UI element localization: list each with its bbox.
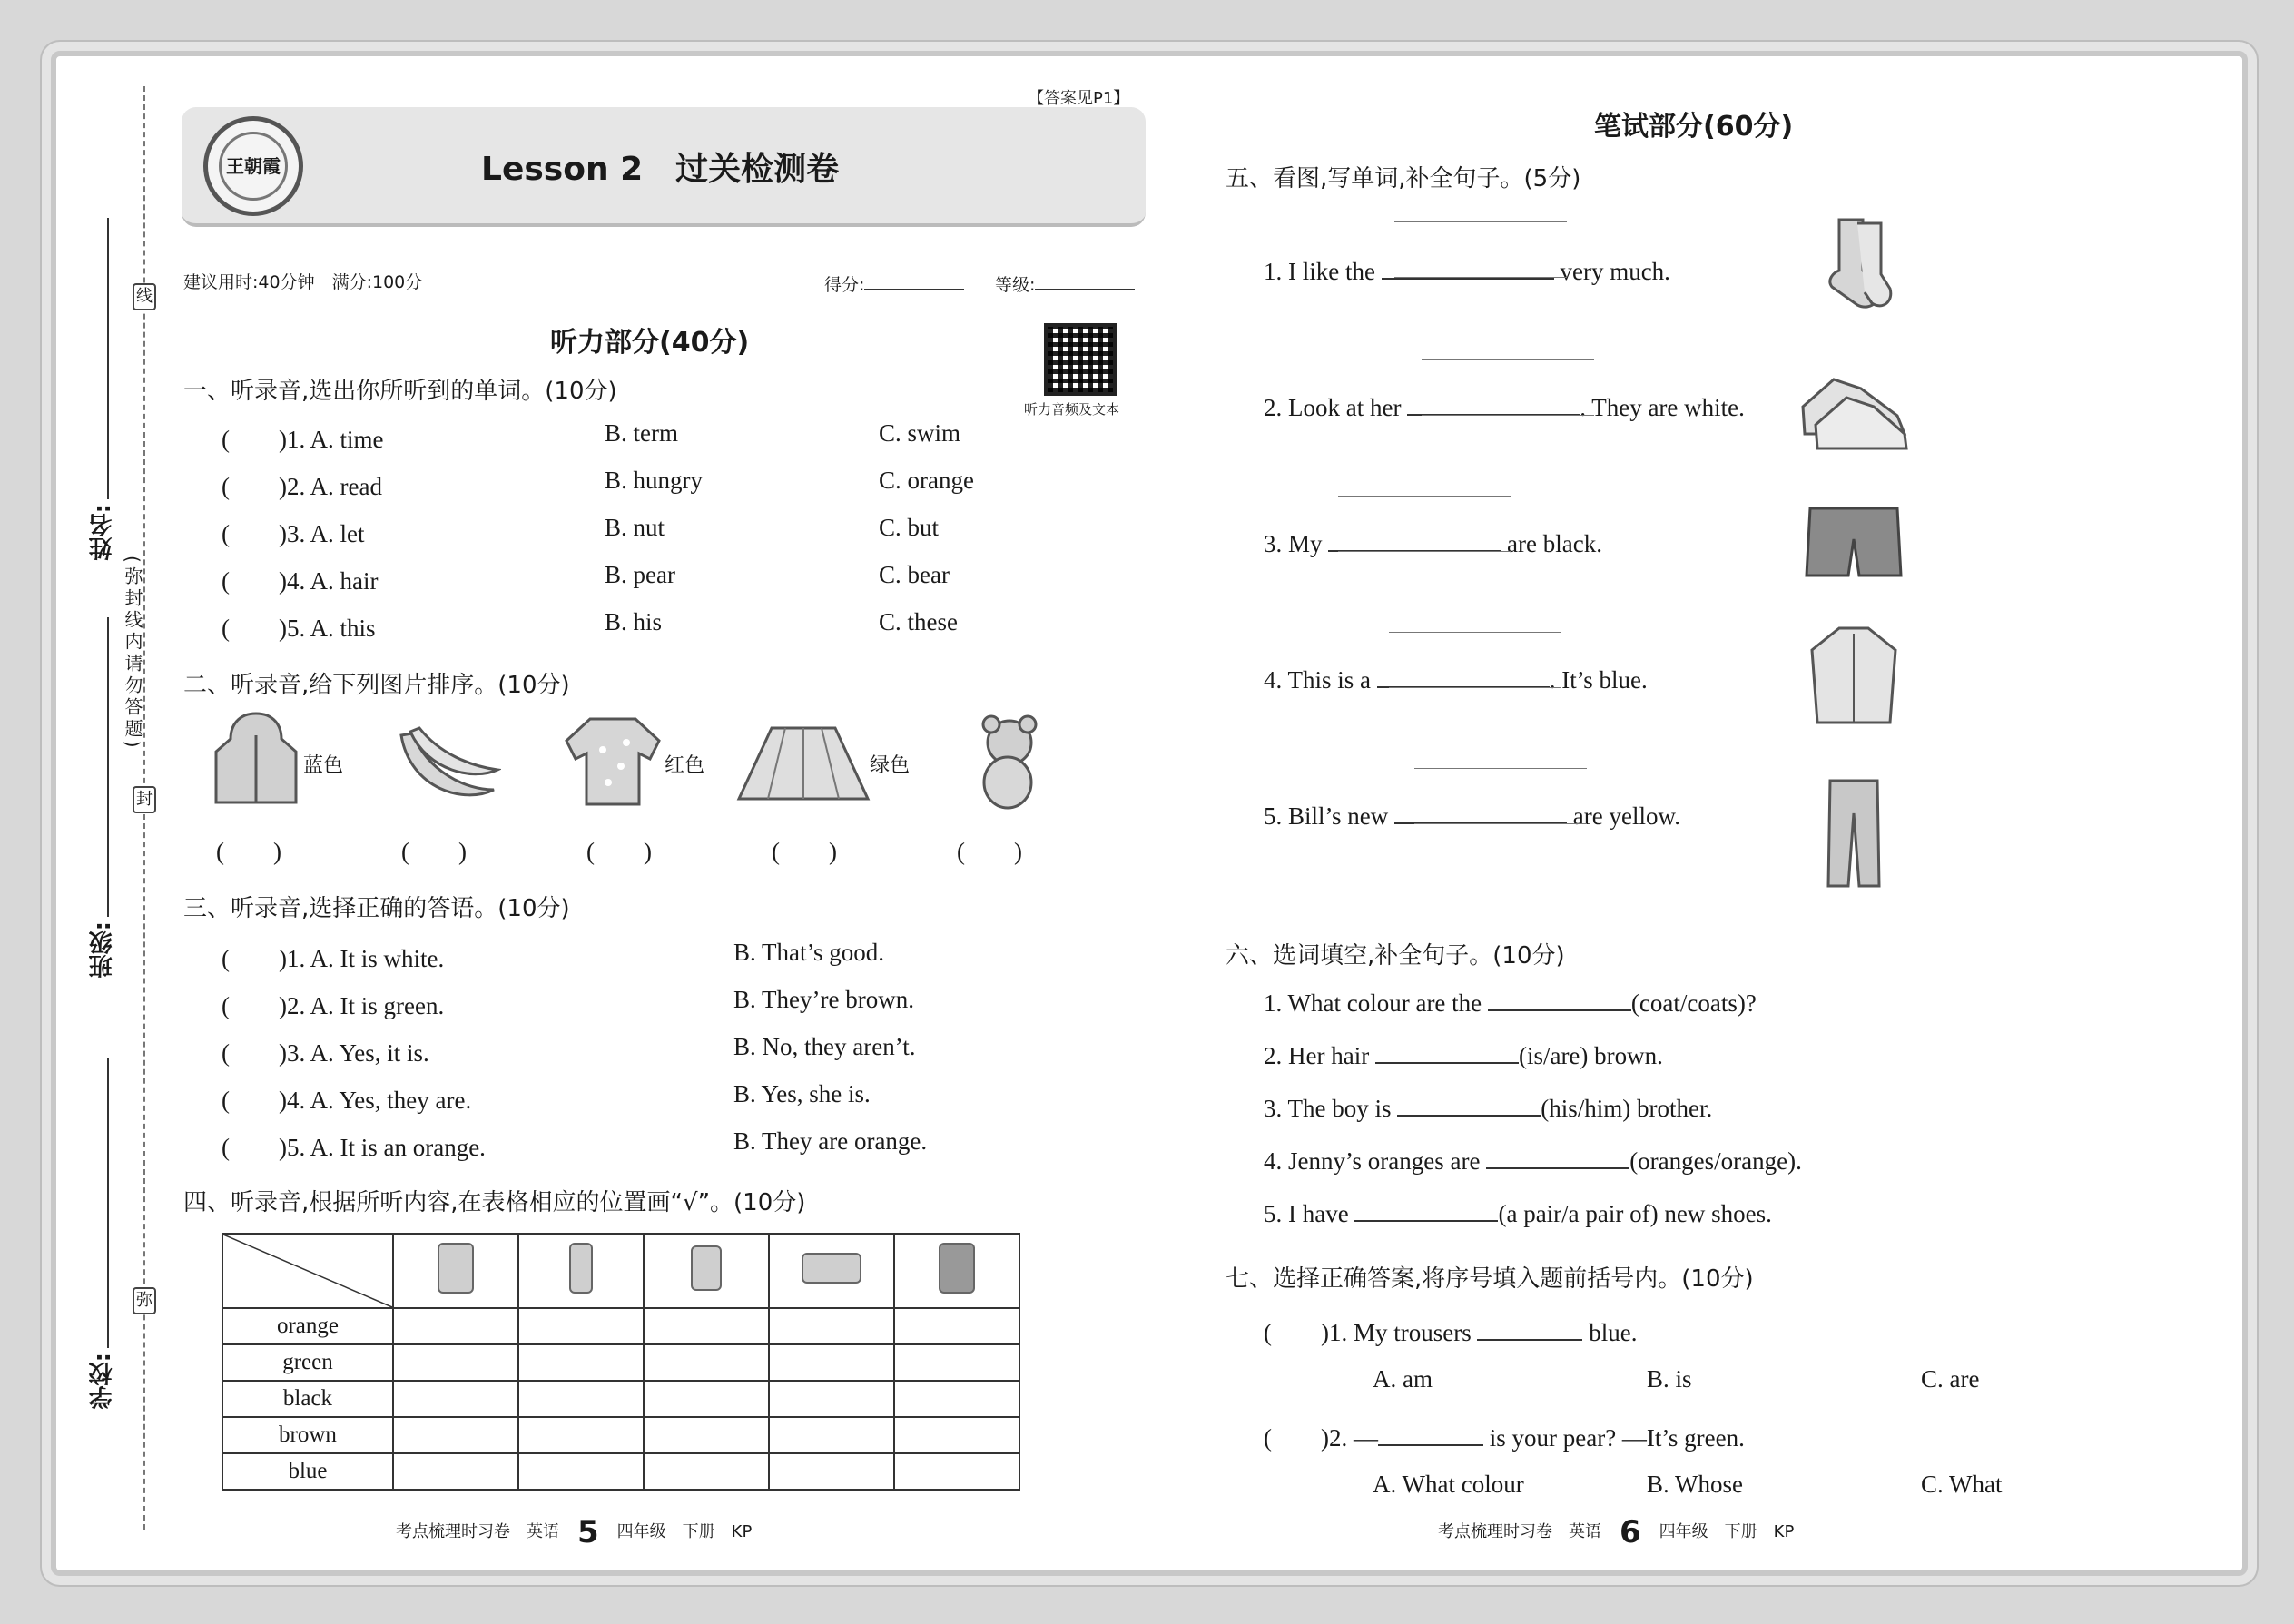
q6-item-2-pre: 2. Her hair: [1264, 1042, 1370, 1069]
publisher-logo: [203, 116, 303, 216]
q5-item-3-pre: 3. My: [1264, 530, 1323, 557]
q6-blank-3[interactable]: [1397, 1095, 1541, 1117]
table-cell[interactable]: [894, 1344, 1019, 1381]
q6-item-2-post: (is/are) brown.: [1518, 1042, 1663, 1069]
writing-title: 笔试部分(60分): [1594, 111, 1794, 143]
table-cell[interactable]: [644, 1308, 769, 1344]
q3-heading: 三、听录音,选择正确的答语。(10分): [183, 895, 570, 922]
table-cell[interactable]: [393, 1453, 518, 1490]
q1-heading: 一、听录音,选出你所听到的单词。(10分): [183, 378, 617, 405]
q1-item-3-a: ( )3. A. let: [222, 520, 365, 547]
q5-item-5-post: are yellow.: [1572, 802, 1680, 830]
table-corner-cell: [222, 1234, 393, 1308]
q6-item-2: [1264, 1042, 1663, 1070]
q5-item-2-post: . They are white.: [1580, 394, 1745, 421]
table-cell[interactable]: [894, 1381, 1019, 1417]
q5-item-4-pre: 4. This is a: [1264, 666, 1372, 694]
footer-left: [396, 1514, 752, 1550]
sweater-picture: [563, 714, 663, 810]
q6-blank-2[interactable]: [1375, 1042, 1519, 1064]
jacket-picture: [211, 708, 301, 810]
q6-blank-5[interactable]: [1354, 1200, 1498, 1222]
socks-picture: [1812, 216, 1894, 318]
q6-item-3-post: (his/him) brother.: [1541, 1095, 1713, 1122]
label-red: 红色: [665, 754, 705, 777]
table-cell[interactable]: [518, 1308, 644, 1344]
score-field[interactable]: [824, 269, 964, 296]
footer-right-info: 四年级 下册 KP: [1659, 1522, 1795, 1541]
q7-item-2-a: A. What colour: [1373, 1471, 1524, 1498]
q3-item-3-b: B. No, they aren’t.: [733, 1033, 916, 1060]
q7-item-2-b: B. Whose: [1647, 1471, 1743, 1498]
table-cell[interactable]: [393, 1381, 518, 1417]
table-cell[interactable]: [393, 1344, 518, 1381]
q3-item-3-a: ( )3. A. Yes, it is.: [222, 1039, 429, 1067]
trousers-icon: [569, 1243, 593, 1294]
table-cell[interactable]: [894, 1453, 1019, 1490]
q7-item-2-stem: [1264, 1418, 1745, 1453]
q5-item-1-post: very much.: [1560, 258, 1670, 285]
q1-item-3-c: C. but: [879, 514, 940, 541]
table-cell[interactable]: [644, 1453, 769, 1490]
q7-item-2-pre: ( )2. —: [1264, 1424, 1378, 1452]
row-label-blue: blue: [222, 1453, 393, 1490]
name-label: 姓名:: [89, 504, 116, 561]
binding-seal-char: 封: [133, 786, 156, 813]
shoes-icon: [802, 1253, 861, 1284]
row-label-black: black: [222, 1381, 393, 1417]
q7-item-1-b: B. is: [1647, 1365, 1692, 1393]
q1-item-5-b: B. his: [605, 608, 663, 635]
footer-left-series: 考点梳理时习卷 英语: [396, 1522, 559, 1541]
answer-reference: 【答案见P1】: [1028, 89, 1130, 108]
q6-item-4-pre: 4. Jenny’s oranges are: [1264, 1147, 1481, 1175]
q4-table: [222, 1233, 1020, 1491]
q7-heading: 七、选择正确答案,将序号填入题前括号内。(10分): [1226, 1265, 1754, 1293]
table-cell[interactable]: [894, 1308, 1019, 1344]
skirt-picture: [735, 721, 871, 804]
binding-line-char: 线: [133, 283, 156, 310]
q3-item-1-b: B. That’s good.: [733, 939, 885, 966]
footer-right-series: 考点梳理时习卷 英语: [1438, 1522, 1601, 1541]
score-label: 得分:: [824, 275, 865, 295]
class-label: 班级:: [89, 921, 116, 979]
q7-item-1-c: C. are: [1921, 1365, 1980, 1393]
q7-item-2-post: is your pear? —It’s green.: [1489, 1424, 1745, 1452]
q5-item-4-post: . It’s blue.: [1549, 666, 1648, 694]
q1-item-2-b: B. hungry: [605, 467, 703, 494]
qr-code[interactable]: [1044, 323, 1117, 396]
q6-blank-4[interactable]: [1486, 1147, 1629, 1169]
shirt-picture: [1808, 623, 1899, 728]
table-cell[interactable]: [518, 1453, 644, 1490]
binding-mi-char: 弥: [133, 1287, 156, 1314]
q2-paren-5[interactable]: ( ): [957, 838, 1022, 865]
binding-note: (弥封线内请勿答题): [122, 556, 143, 752]
q1-item-3-b: B. nut: [605, 514, 665, 541]
table-cell[interactable]: [393, 1417, 518, 1453]
q3-item-5-b: B. They are orange.: [733, 1127, 928, 1155]
q2-paren-2[interactable]: ( ): [401, 838, 467, 865]
table-header-shoes: [769, 1234, 894, 1308]
q5-guide-lines-3: [1338, 496, 1511, 570]
table-cell[interactable]: [894, 1417, 1019, 1453]
logo-text: 王朝霞: [219, 132, 288, 201]
table-header-coat: [894, 1234, 1019, 1308]
school-label: 学校:: [89, 1353, 116, 1410]
table-header-trousers: [518, 1234, 644, 1308]
table-cell[interactable]: [769, 1381, 894, 1417]
grade-field[interactable]: [995, 269, 1135, 296]
q2-paren-4[interactable]: ( ): [772, 838, 837, 865]
row-label-green: green: [222, 1344, 393, 1381]
listening-title: 听力部分(40分): [550, 327, 750, 359]
q6-blank-1[interactable]: [1488, 989, 1631, 1011]
table-cell[interactable]: [518, 1381, 644, 1417]
q3-item-1-a: ( )1. A. It is white.: [222, 945, 445, 972]
table-cell[interactable]: [769, 1417, 894, 1453]
footer-left-info: 四年级 下册 KP: [616, 1522, 753, 1541]
q6-item-1: [1264, 989, 1757, 1018]
table-header-shirt: [393, 1234, 518, 1308]
q7-blank-1[interactable]: [1477, 1319, 1582, 1341]
q3-item-4-a: ( )4. A. Yes, they are.: [222, 1087, 472, 1114]
socks-icon: [691, 1245, 722, 1291]
table-cell[interactable]: [769, 1453, 894, 1490]
bananas-picture: [392, 726, 501, 808]
q1-item-4-a: ( )4. A. hair: [222, 567, 379, 595]
q3-item-5-a: ( )5. A. It is an orange.: [222, 1134, 486, 1161]
coat-icon: [939, 1243, 975, 1294]
q1-item-5-c: C. these: [879, 608, 958, 635]
suggested-time: 建议用时:40分钟 满分:100分: [183, 272, 423, 292]
q5-item-2-pre: 2. Look at her: [1264, 394, 1402, 421]
q6-item-1-pre: 1. What colour are the: [1264, 989, 1482, 1017]
header-banner: [182, 107, 1146, 227]
q5-item-1-pre: 1. I like the: [1264, 258, 1375, 285]
qr-caption: 听力音频及文本: [1024, 401, 1120, 418]
class-field[interactable]: [107, 617, 109, 917]
q1-item-2-a: ( )2. A. read: [222, 473, 382, 500]
q6-item-4: [1264, 1147, 1802, 1176]
q3-item-2-a: ( )2. A. It is green.: [222, 992, 445, 1019]
q6-heading: 六、选词填空,补全句子。(10分): [1226, 942, 1565, 969]
footer-right-page: 6: [1620, 1514, 1641, 1550]
table-cell[interactable]: [644, 1344, 769, 1381]
q2-heading: 二、听录音,给下列图片排序。(10分): [183, 672, 570, 699]
q5-guide-lines-5: [1414, 768, 1587, 842]
q6-item-3: [1264, 1095, 1712, 1123]
table-cell[interactable]: [769, 1308, 894, 1344]
q1-item-4-c: C. bear: [879, 561, 950, 588]
row-label-brown: brown: [222, 1417, 393, 1453]
table-header-socks: [644, 1234, 769, 1308]
q4-heading: 四、听录音,根据所听内容,在表格相应的位置画“√”。(10分): [183, 1189, 806, 1216]
school-field[interactable]: [107, 1058, 109, 1348]
table-cell[interactable]: [644, 1417, 769, 1453]
q5-item-5-pre: 5. Bill’s new: [1264, 802, 1389, 830]
shorts-picture: [1803, 503, 1905, 581]
q5-guide-lines-2: [1422, 359, 1594, 434]
q6-item-5-pre: 5. I have: [1264, 1200, 1349, 1227]
q6-item-1-post: (coat/coats)?: [1630, 989, 1757, 1017]
label-green: 绿色: [870, 754, 911, 777]
q1-item-1-c: C. swim: [879, 419, 961, 447]
name-field[interactable]: [107, 218, 109, 499]
q6-item-3-pre: 3. The boy is: [1264, 1095, 1392, 1122]
teddy-bear-picture: [959, 712, 1053, 813]
q7-item-1-pre: ( )1. My trousers: [1264, 1319, 1472, 1346]
table-cell[interactable]: [393, 1308, 518, 1344]
shoes-picture: [1797, 361, 1910, 452]
shirt-icon: [438, 1243, 474, 1294]
q1-item-4-b: B. pear: [605, 561, 675, 588]
q6-item-5-post: (a pair/a pair of) new shoes.: [1498, 1200, 1772, 1227]
q5-guide-lines-1: [1394, 221, 1567, 296]
q5-heading: 五、看图,写单词,补全句子。(5分): [1226, 165, 1581, 192]
q5-item-3-post: are black.: [1507, 530, 1602, 557]
footer-right: [1438, 1514, 1794, 1550]
q3-item-2-b: B. They’re brown.: [733, 986, 914, 1013]
q7-item-1-a: A. am: [1373, 1365, 1433, 1393]
footer-left-page: 5: [577, 1514, 599, 1550]
q7-item-1-stem: [1264, 1313, 1637, 1348]
table-cell[interactable]: [769, 1344, 894, 1381]
table-cell[interactable]: [518, 1344, 644, 1381]
table-cell[interactable]: [644, 1381, 769, 1417]
q6-item-4-post: (oranges/orange).: [1629, 1147, 1802, 1175]
q6-item-5: [1264, 1200, 1772, 1228]
q7-item-2-c: C. What: [1921, 1471, 2003, 1498]
q1-item-2-c: C. orange: [879, 467, 974, 494]
q7-item-1-post: blue.: [1589, 1319, 1638, 1346]
trousers-picture: [1825, 777, 1883, 890]
q3-item-4-b: B. Yes, she is.: [733, 1080, 871, 1107]
q1-item-5-a: ( )5. A. this: [222, 615, 376, 642]
q7-blank-2[interactable]: [1378, 1424, 1483, 1446]
table-cell[interactable]: [518, 1417, 644, 1453]
q2-paren-3[interactable]: ( ): [586, 838, 652, 865]
row-label-orange: orange: [222, 1308, 393, 1344]
q2-paren-1[interactable]: ( ): [216, 838, 281, 865]
q1-item-1-b: B. term: [605, 419, 678, 447]
label-blue: 蓝色: [303, 754, 344, 777]
q1-item-1-a: ( )1. A. time: [222, 426, 384, 453]
page-title: Lesson 2 过关检测卷: [481, 151, 840, 188]
grade-label: 等级:: [995, 275, 1036, 295]
q5-guide-lines-4: [1389, 632, 1561, 706]
